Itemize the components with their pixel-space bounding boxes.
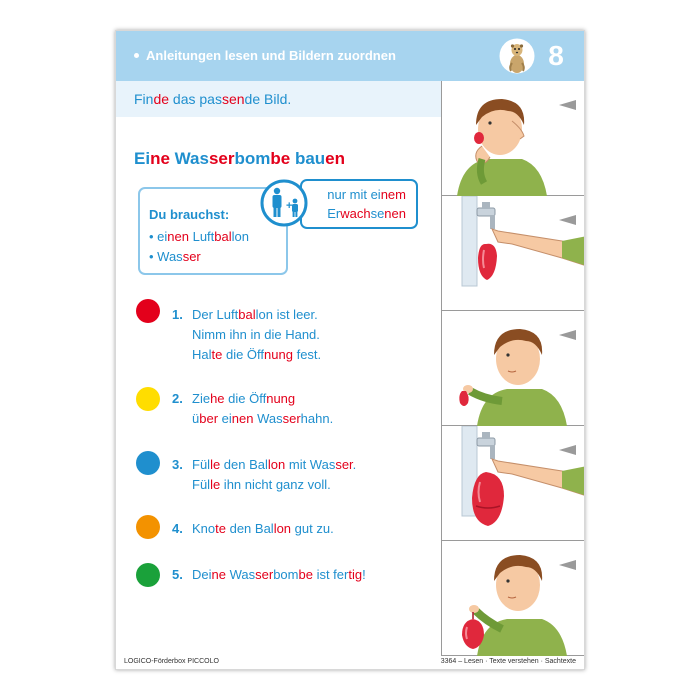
slot-arrow-icon [559, 215, 576, 225]
step-2-line: über einen Wasserhahn. [192, 411, 334, 426]
step-2-number: 2. [172, 391, 183, 406]
bullet-icon [134, 53, 139, 58]
boy-holding-tied-balloon-picture [442, 541, 585, 656]
meerkat-icon [499, 37, 535, 75]
svg-text:+: + [286, 200, 293, 212]
picture-panel [442, 311, 585, 426]
picture-panel [442, 196, 585, 311]
step-4-line: Knote den Ballon gut zu. [192, 521, 334, 536]
slot-arrow-icon [559, 560, 576, 570]
step-3-color-dot [136, 451, 160, 475]
header-bar [116, 31, 585, 81]
step-5-line: Deine Wasserbombe ist fertig! [192, 567, 366, 582]
picture-panel [442, 426, 585, 541]
instruction-text: Finde das passende Bild. [134, 91, 292, 107]
step-1-line: Nimm ihn in die Hand. [192, 327, 320, 342]
instruction-bar [116, 81, 441, 117]
adult-note-line: Erwachsenen [327, 206, 406, 221]
step-1-line: Halte die Öffnung fest. [192, 347, 322, 362]
step-2-line: Ziehe die Öffnung [192, 391, 296, 406]
picture-panel [442, 541, 585, 656]
tap-filling-small-picture [442, 196, 585, 311]
step-3-line: Fülle ihn nicht ganz voll. [192, 477, 331, 492]
boy-blowing-balloon-picture [442, 81, 585, 196]
task-title: Eine Wasserbombe bauen [134, 149, 346, 168]
slot-arrow-icon [559, 100, 576, 110]
materials-title: Du brauchst: [149, 207, 230, 222]
step-1-color-dot [136, 299, 160, 323]
step-3-line: Fülle den Ballon mit Wasser. [192, 457, 357, 472]
step-1-number: 1. [172, 307, 183, 322]
adult-with-child-icon [260, 179, 308, 227]
page-number: 8 [548, 40, 564, 71]
step-1-line: Der Luftballon ist leer. [192, 307, 318, 322]
worksheet-page [115, 30, 585, 670]
step-4-number: 4. [172, 521, 183, 536]
step-4-color-dot [136, 515, 160, 539]
adult-note-line: nur mit einem [327, 187, 406, 202]
header-title [134, 48, 396, 63]
picture-panel [442, 81, 585, 196]
picture-column [441, 81, 585, 656]
materials-item: • Wasser [149, 249, 201, 264]
boy-holding-empty-balloon-picture [442, 311, 585, 426]
step-2-color-dot [136, 387, 160, 411]
footer-right: 3364 – Lesen · Texte verstehen · Sachtexte [440, 658, 576, 665]
header-title-text: Anleitungen lesen und Bildern zuordnen [146, 48, 396, 63]
slot-arrow-icon [559, 330, 576, 340]
step-3-number: 3. [172, 457, 183, 472]
tap-filling-full-picture [442, 426, 585, 541]
materials-item: • einen Luftballon [149, 229, 249, 244]
slot-arrow-icon [559, 445, 576, 455]
adult-note-box [300, 179, 418, 229]
step-5-number: 5. [172, 567, 183, 582]
footer-left: LOGICO-Förderbox PICCOLO [124, 658, 219, 665]
step-5-color-dot [136, 563, 160, 587]
